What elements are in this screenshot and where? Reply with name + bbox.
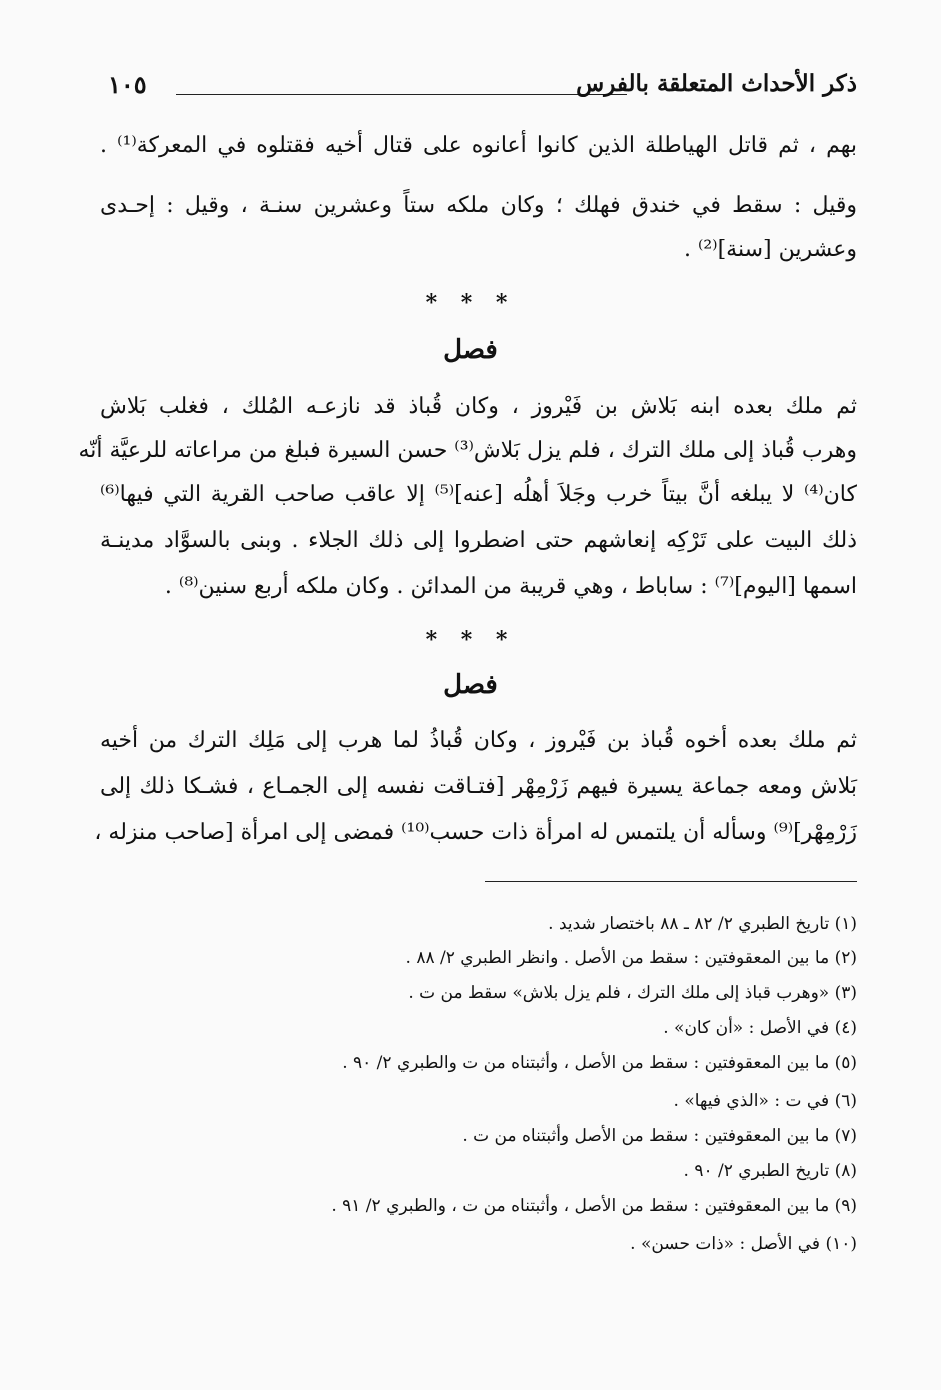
body-line: كان⁽⁴⁾ لا يبلغه أنَّ بيتاً خرب وجَلاَ أهلُه [عنه]⁽⁵⁾ إلا عاقب صاحب القرية التي فيها⁽⁶⁾ <box>100 482 857 507</box>
page-header <box>108 70 857 106</box>
footnote: (٥) ما بين المعقوفتين : سقط من الأصل ، وأثبتناه من ت والطبري ٢/ ٩٠ . <box>342 1053 857 1073</box>
body-line: زَرْمِهْر]⁽⁹⁾ وسأله أن يلتمس له امرأة ذات حسب⁽¹⁰⁾ فمضى إلى امرأة [صاحب منزله ، <box>94 820 857 845</box>
body-line: وهرب قُباذ إلى ملك الترك ، فلم يزل بَلاش⁽³⁾ حسن السيرة فبلغ من مراعاته للرعيَّة أنّه <box>78 438 857 463</box>
footnote: (٧) ما بين المعقوفتين : سقط من الأصل وأثبتناه من ت . <box>462 1126 857 1146</box>
footnote: (٦) في ت : «الذي فيها» . <box>673 1091 857 1111</box>
footnote: (١) تاريخ الطبري ٢/ ٨٢ ـ ٨٨ باختصار شديد . <box>548 914 857 934</box>
footnote: (٢) ما بين المعقوفتين : سقط من الأصل . وانظر الطبري ٢/ ٨٨ . <box>405 948 857 968</box>
body-line: ذلك البيت على تَرْكِه إنعاشهم حتى اضطروا إلى ذلك الجلاء . وبنى بالسوَّاد مدينـة <box>100 528 857 553</box>
header-rule <box>176 94 627 95</box>
section-separator: * * * <box>425 627 516 653</box>
footnote: (١٠) في الأصل : «ذات حسن» . <box>630 1234 857 1254</box>
section-title: فصل <box>443 670 498 700</box>
body-line: اسمها [اليوم]⁽⁷⁾ : ساباط ، وهي قريبة من المدائن . وكان ملكه أربع سنين⁽⁸⁾ . <box>164 574 857 599</box>
footnote: (٣) «وهرب قباذ إلى ملك الترك ، فلم يزل بلاش» سقط من ت . <box>408 983 857 1003</box>
body-line: ثم ملك بعده ابنه بَلاش بن فَيْروز ، وكان قُباذ قد نازعـه المُلك ، فغلب بَلاش <box>100 394 857 419</box>
section-title: فصل <box>443 335 498 365</box>
footnote: (٩) ما بين المعقوفتين : سقط من الأصل ، وأثبتناه من ت ، والطبري ٢/ ٩١ . <box>331 1196 857 1216</box>
footnote: (٤) في الأصل : «أن كان» . <box>663 1018 857 1038</box>
body-line: بَلاش ومعه جماعة يسيرة فيهم زَرْمِهْر [فتـاقت نفسه إلى الجمـاع ، فشـكا ذلك إلى <box>100 774 857 799</box>
page-number: ١٠٥ <box>108 70 147 99</box>
body-line: وعشرين [سنة]⁽²⁾ . <box>683 237 857 262</box>
body-line: بهم ، ثم قاتل الهياطلة الذين كانوا أعانوه على قتال أخيه فقتلوه في المعركة⁽¹⁾ . <box>100 133 858 158</box>
body-line: وقيل : سقط في خندق فهلك ؛ وكان ملكه ستاً وعشرين سنـة ، وقيل : إحـدى <box>100 193 857 218</box>
running-title: ذكر الأحداث المتعلقة بالفرس <box>576 70 857 97</box>
footnote-rule <box>485 881 857 882</box>
footnote: (٨) تاريخ الطبري ٢/ ٩٠ . <box>683 1161 857 1181</box>
section-separator: * * * <box>425 290 516 316</box>
body-line: ثم ملك بعده أخوه قُباذ بن فَيْروز ، وكان قُباذُ لما هرب إلى مَلِك الترك من أخيه <box>100 728 857 753</box>
